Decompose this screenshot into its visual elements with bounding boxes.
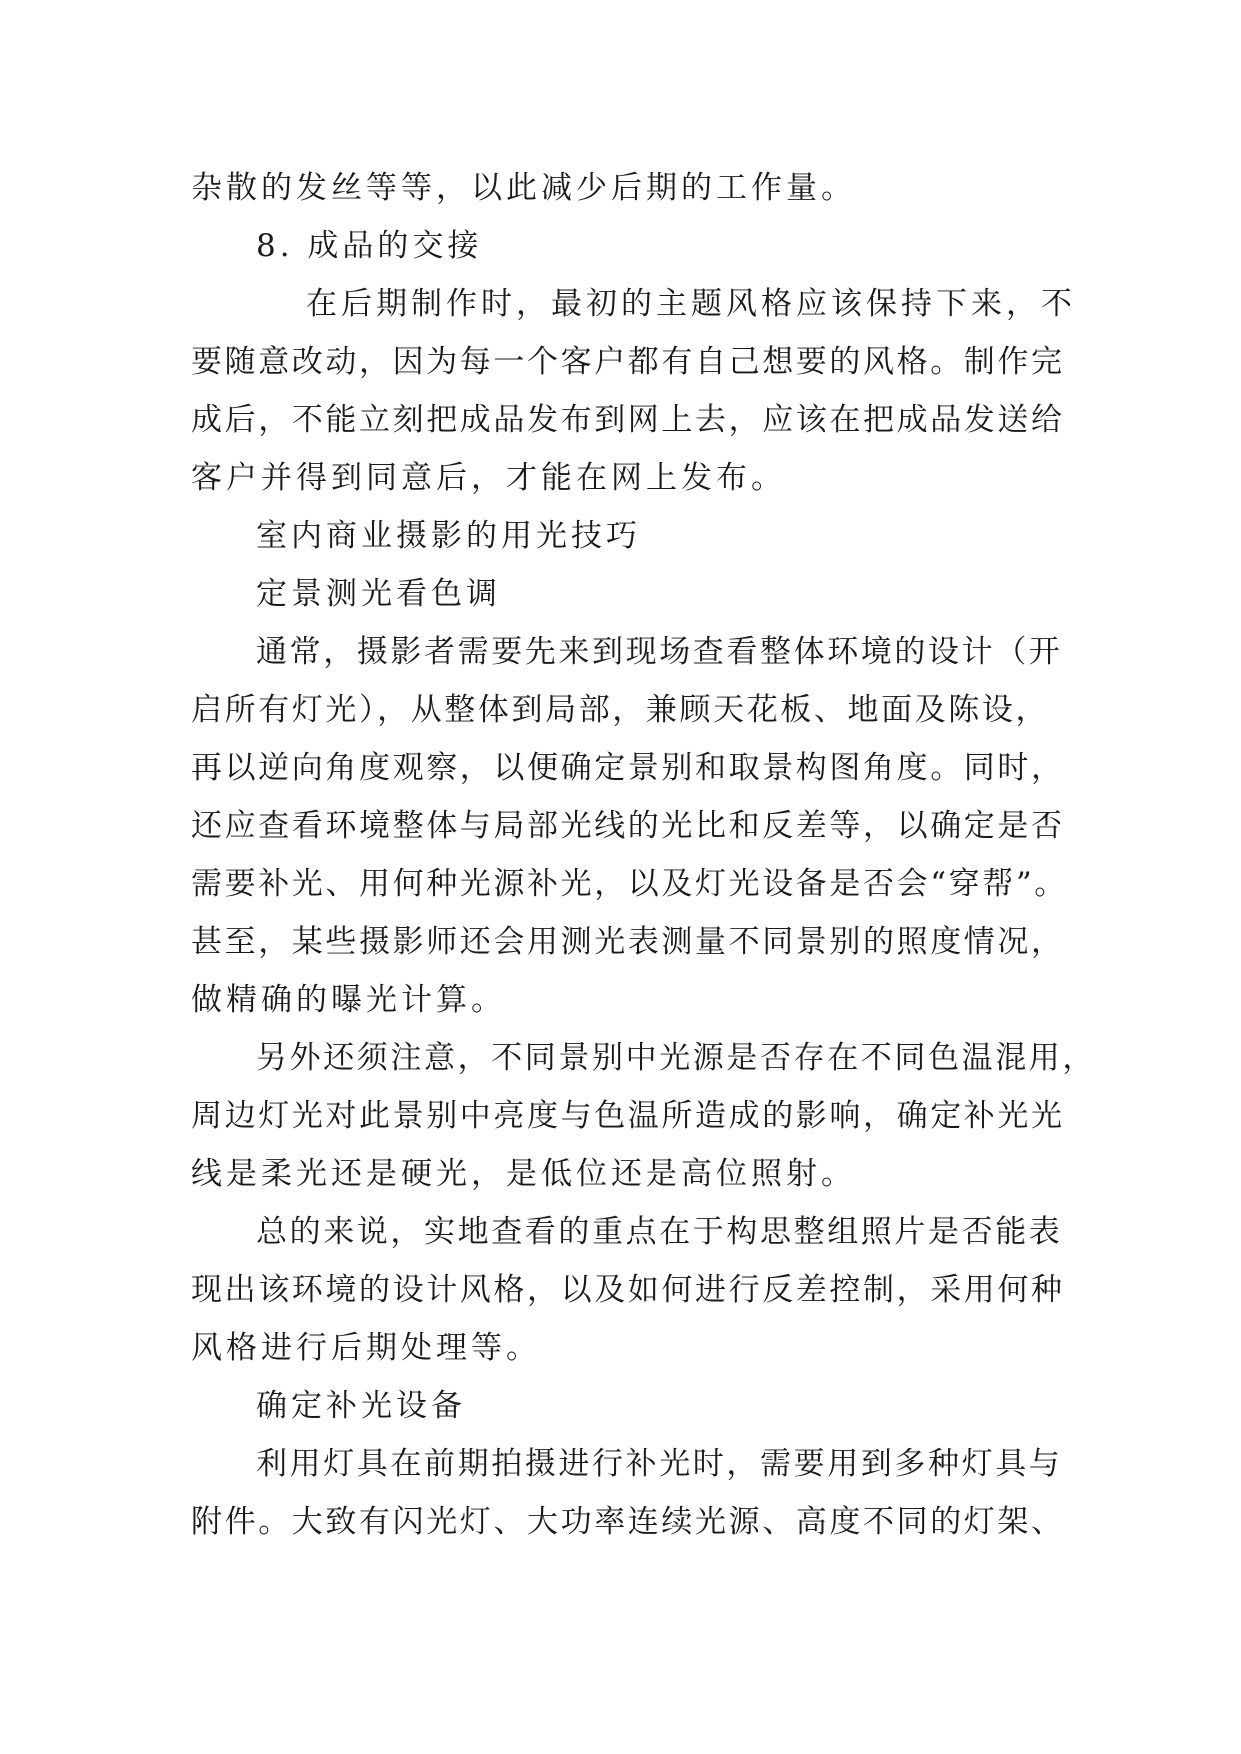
section-heading: 8. 成品的交接 <box>256 228 483 264</box>
text-line: 现出该环境的设计风格，以及如何进行反差控制，采用何种 <box>191 1272 1065 1308</box>
text-line: 另外还须注意，不同景别中光源是否存在不同色温混用， <box>256 1040 1096 1076</box>
section-heading: 确定补光设备 <box>256 1388 466 1424</box>
text-line: 客户并得到同意后，才能在网上发布。 <box>191 460 786 496</box>
text-line: 要随意改动，因为每一个客户都有自己想要的风格。制作完 <box>191 344 1065 380</box>
text-line: 风格进行后期处理等。 <box>191 1330 541 1366</box>
text-line: 通常，摄影者需要先来到现场查看整体环境的设计（开 <box>256 634 1063 670</box>
text-line: 需要补光、用何种光源补光，以及灯光设备是否会“穿帮”。 <box>191 866 1068 902</box>
text-line: 杂散的发丝等等，以此减少后期的工作量。 <box>191 170 856 206</box>
text-line: 成后，不能立刻把成品发布到网上去，应该在把成品发送给 <box>191 402 1065 438</box>
text-line: 再以逆向角度观察，以便确定景别和取景构图角度。同时， <box>191 750 1065 786</box>
text-line: 周边灯光对此景别中亮度与色温所造成的影响，确定补光光 <box>191 1098 1065 1134</box>
text-line: 甚至，某些摄影师还会用测光表测量不同景别的照度情况， <box>191 924 1065 960</box>
text-line: 在后期制作时，最初的主题风格应该保持下来，不 <box>306 286 1076 322</box>
section-heading: 室内商业摄影的用光技巧 <box>256 518 641 554</box>
text-line: 做精确的曝光计算。 <box>191 982 506 1018</box>
text-line: 利用灯具在前期拍摄进行补光时，需要用到多种灯具与 <box>256 1446 1063 1482</box>
section-heading: 定景测光看色调 <box>256 576 501 612</box>
text-line: 总的来说，实地查看的重点在于构思整组照片是否能表 <box>256 1214 1063 1250</box>
text-line: 线是柔光还是硬光，是低位还是高位照射。 <box>191 1156 856 1192</box>
text-line: 还应查看环境整体与局部光线的光比和反差等，以确定是否 <box>191 808 1065 844</box>
text-line: 附件。大致有闪光灯、大功率连续光源、高度不同的灯架、 <box>191 1504 1065 1540</box>
text-line: 启所有灯光），从整体到局部，兼顾天花板、地面及陈设， <box>191 692 1050 728</box>
